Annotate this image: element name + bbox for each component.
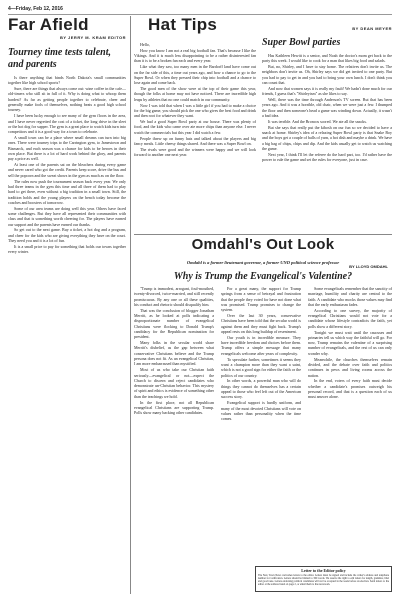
letter-policy-text: The New Town News welcomes letters to the editor. Letters must be signed and include the writer's address and telephone number for verification. Letters should be limited to 300 words. We reserve the right to edit letters for length, grammar, libel and good taste. Letters endorsing political candidates will not be accepted in the week before an election. Send letters to the editor at the address listed on page 2, or email them to the newsroom. <box>258 574 389 586</box>
section-divider <box>134 234 392 235</box>
far-afield-byline-name: BY JERRY M. KRAM <box>59 35 107 40</box>
opinion-byline: BY LLOYD OMDAHL <box>349 264 388 269</box>
hat-tips-body <box>134 42 256 157</box>
hat-tips-paragraph: How you know I am not a real big football fan. That's because I like the Vikings. And it is much less disappointing to be a rather disinterested fan than it is to be a broken fan each and every year. <box>134 47 256 64</box>
far-afield-column <box>8 16 126 594</box>
far-afield-body <box>8 75 126 255</box>
opinion-paragraph: For a great many, the support for Trump springs from a sense of betrayal and frustration that the people they voted for have not done what was promised. Trump promises to change the system. <box>221 286 301 313</box>
hat-tips-paragraph: The good men of the show were at the top of their game this year, though the folks at home may not have noticed. There are incredible high leaps by athletes that no one could match in our community. <box>134 86 256 102</box>
far-afield-paragraph: At least one of the parents sat on the bleachers during every game and never cared who got the credit. Parents keep score, drive the bus and sell the popcorn and the sweat shows in the gym as much as on the floor. <box>8 162 126 178</box>
hat-tips-paragraph: Hello, <box>140 42 150 47</box>
page-folio <box>8 6 392 15</box>
hat-tips-paragraph: The rivals were good and the winners were happy and we will look forward to another one next year. <box>134 146 256 158</box>
far-afield-paragraph: It is a small price to pay for something that holds our towns together every winter. <box>8 243 126 255</box>
hat-tips-paragraph: Like what they saw, too many men in the Bardorff land have come out on the far side of this, a time out years ago, and how a chance to go to the Super Bowl. Or when they pressed their chip into football and a chance to lose again and come back. <box>134 64 256 86</box>
opinion-body-col-2 <box>221 286 301 594</box>
super-bowl-paragraph: But, no, Shirley, and I have to stay home. The relatives don't invite us. The neighbors don't invite us. Oh, Shirley says we did get invited to one party. But you had to pay to get in and you had to bring your own lunch. I don't think you can count that. <box>262 64 392 86</box>
super-bowl-paragraph: But she says that really put the kibosh on our fun so we decided to have a snack at home. Shirley's idea of a relaxing Super Bowl party is that Snake Boy and the boys get a couple of balls of yarn, a hot dish and maybe a drink. We have a big bag of chips, chips and dip. And the kids usually get to watch us watching the game. <box>262 124 392 152</box>
hat-tips-paragraph: We had a good Super Bowl party at our house. There was plenty of food, and the kids who came over ate more chips than anyone else. I never watch the commercials but this year I did watch a few. <box>134 119 256 135</box>
opinion-paragraph: In the end, voters of every faith must decide whether a candidate's promises outweigh his personal record, and that is a question each of us must answer alone. <box>308 378 392 400</box>
opinion-paragraph: Our youth is in incredible measure. They have incredible freedom and choices before them. Trump offers a simple message that many evangelicals welcome after years of complexity. <box>221 334 301 356</box>
opinion-column-title: Omdahl's Out Look <box>191 236 335 253</box>
opinion-body-col-3 <box>308 286 392 562</box>
hat-tips-paragraph: Now I was told that when I was a little girl if you had to make a choice for the big game, you should pick the one who gives the best food and drink and then root for whatever they want. <box>134 102 256 119</box>
letter-policy-title: Letter to the Editor policy <box>301 568 346 573</box>
far-afield-paragraph: A small town can be a place where small dreams can turn into big ones. There were tourney trips to the Carrington gym, to Jamestown and Bismarck, and each season was a chance for kids to be heroes in their own place. But there is a lot of hard work behind the glory, and parents pay a price as well. <box>8 135 126 162</box>
far-afield-paragraph: Is there anything that binds North Dakota's small communities together like high school sports? <box>8 75 126 86</box>
opinion-paragraph: Some evangelicals remember that the sanctity of marriage, humility and charity are central to the faith. A candidate who mocks those values may find that the early enthusiasm fades. <box>308 286 392 307</box>
super-bowl-paragraph: Well, there was the time through Anderson's TV screen. But that has been years ago. And it was a horrible, old chair, when we were just a few. I thumped the floor and then someone's head a game was winding down. Actually, it wasn't a bad idea. <box>262 97 392 119</box>
super-bowl-paragraph: And now that women says it is really my fault! We hadn't done much for our friends, I guess that's "Shirleyism" as she likes to say. <box>262 85 392 97</box>
opinion-body-col-1 <box>134 286 214 594</box>
opinion-paragraph: Meanwhile, the churches themselves remain divided, and the debate over faith and politics continues in pews and living rooms across the nation. <box>308 356 392 378</box>
opinion-paragraph: According to one survey, the majority of evangelical Christians would not vote for a candidate whose lifestyle contradicts the faith, yet polls show a different story. <box>308 307 392 329</box>
far-afield-kicker: Far Afield <box>8 16 89 34</box>
far-afield-byline-role: EDITOR <box>107 35 126 40</box>
super-bowl-paragraph: Next year, I think I'll let the referee do the hard part, too. I'd rather have the power to rule the game and set the rules for everyone, just in case. <box>262 151 392 163</box>
far-afield-paragraph: I have been lucky enough to see many of the gym floors in the area, and I have never regretted the cost of a ticket, the long drive in the sleet or the hot dog for supper. The gym is a great place to watch kids turn into competitors and it is a good way for a town to celebrate. <box>8 113 126 135</box>
newspaper-page <box>8 6 392 594</box>
opinion-paragraph: Many folks in the secular world share Merritt's disbelief, as the gap between what conservative Christians believe and the Trump persona does not fit. As an evangelical Christian, I am more embarrassed than mystified. <box>134 340 214 367</box>
opinion-paragraph: Over the last 30 years, conservative Christians have been told that the secular world is against them and they must fight back. Trump's appeal rests on this long buildup of resentment. <box>221 313 301 334</box>
opinion-paragraph: To speculate further, sometimes it seems they want a champion more than they want a saint, which is not a good sign for either the faith or the politics of our country. <box>221 356 301 378</box>
far-afield-paragraph: The rules now push the tournament season back every year. We only had three teams in the gym this time and all three of them had to play hard to get there, even without a big tradition in a small town. Still, the tradition holds and the young players on the bench today become the coaches and boosters of tomorrow. <box>8 178 126 205</box>
super-bowl-column <box>262 16 392 231</box>
opinion-credit: Omdahl is a former lieutenant governor, a former UND political science professor <box>186 260 340 265</box>
opinion-paragraph: Most of us who take our Christian faith seriously—evangelical or not—expect the Church to discern and reject candidates who demonstrate un-Christian behavior. This mystery of spirit and ethics is evidence of something other than the teachings we hold. <box>134 367 214 399</box>
far-afield-paragraph: So get out to the next game. Buy a ticket, a hot dog and a program, and cheer for the kids who are giving everything they have on the court. They need you and it is a lot of fun. <box>8 227 126 244</box>
hat-tips-column <box>134 16 256 231</box>
opinion-paragraph: Evangelical support is hardly uniform, and many of the most devoted Christians will vote on values rather than personality when the time comes. <box>221 400 301 422</box>
opinion-paragraph: That was the conclusion of blogger Jonathan Merritt, as he looked at polls indicating a disproportionate number of evangelical Christians were flocking to Donald Trump's candidacy for the Republican nomination for president. <box>134 307 214 340</box>
opinion-paragraph: Tonight we must wait until the caucuses and primaries tell us which way the faithful will go. For now, Trump remains the valentine of a surprising number of evangelicals, and the rest of us can only wonder why. <box>308 329 392 356</box>
far-afield-byline <box>8 35 126 40</box>
far-afield-paragraph: Some of our area teams are doing well this year. Others have faced some challenges. But they have all represented their communities with class and that is something worth cheering for. The players have earned our support and the parents have earned our thanks. <box>8 205 126 227</box>
opinion-paragraph: "Trump is immodest, arrogant, foul-mouthed, twenty-divorced, twice-married, and still recently promiscuous. By any one or all these qualities, his conduct and rhetoric should disqualify him. <box>134 286 214 307</box>
opinion-headline: Why is Trump the Evangelical's Valentine? <box>173 271 353 282</box>
super-bowl-paragraph: It was terrible. And the Broncos scored. We ate all the snacks. <box>268 118 367 124</box>
opinion-paragraph: In the first place, not all Republican evangelical Christians are supporting Trump. Polls show many backing other candidates. <box>134 399 214 416</box>
hat-tips-paragraph: People threw up on funny hats and talked about the players and big fancy meals. Little cheesy things shared. And there was a Super Bowl on. <box>134 135 256 146</box>
super-bowl-byline: BY DEAN MEYER <box>352 26 392 31</box>
super-bowl-headline: Super Bowl parties <box>262 37 341 48</box>
far-afield-headline: Tourney time tests talent, and parents <box>8 47 111 70</box>
letter-policy-box <box>255 566 392 592</box>
column-divider <box>130 16 131 594</box>
page-number-date: 4—Friday, Feb 12, 2016 <box>8 6 63 12</box>
super-bowl-body <box>262 53 392 163</box>
super-bowl-paragraph: Has Kathleen Hewitt is a senior, and Noah the doctor's mom get back to the party this week. I would like to cook for a man that likes big food and salads. <box>262 53 392 64</box>
hat-tips-kicker: Hat Tips <box>148 16 218 34</box>
opinion-paragraph: In other words, a powerful man who will do things they cannot do themselves has a certain appeal to those who feel left out of the American success story. <box>221 378 301 400</box>
far-afield-paragraph: Sure, there are things that always come out: wine coffee in the cafe—old-timers who still sit in full of it. Why is doing what to whoop them hardest? As far as getting people together to celebrate, cheer and generally make fools of themselves, nothing beats a good high school tourney. <box>8 86 126 113</box>
